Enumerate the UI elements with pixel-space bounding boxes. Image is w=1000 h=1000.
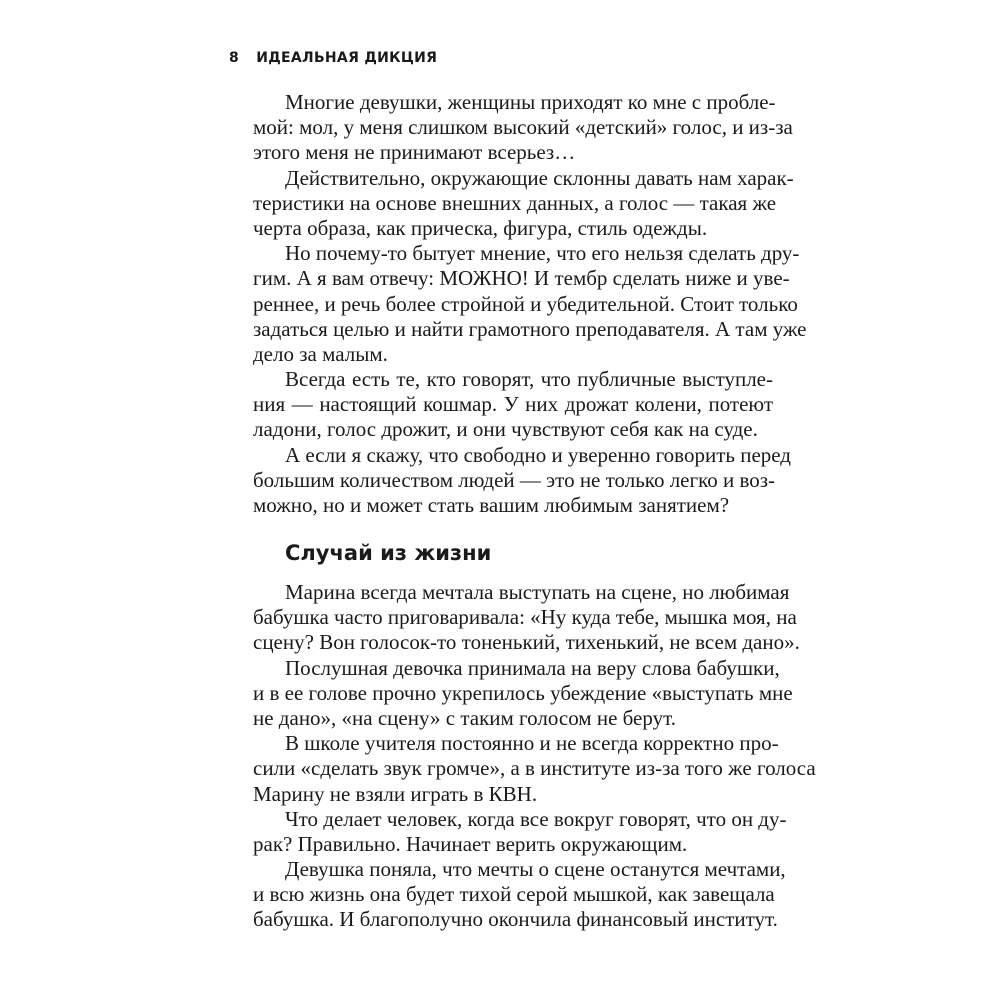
text-line: Но почему-то бытует мнение, что его нельзя сделать дру- [285,241,800,266]
text-line: сили «сделать звук громче», а в институте из-за того же голоса [253,756,816,781]
text-line: мой: мол, у меня слишком высокий «детский» голос, и из-за [253,115,793,140]
text-line: А если я скажу, что свободно и уверенно говорить перед [285,442,791,467]
page-number: 8 [229,50,240,66]
text-line: большим количеством людей — это не только легко и воз- [253,467,776,492]
text-line: задаться целью и найти грамотного преподавателя. А там уже [253,316,807,341]
text-line: ладони, голос дрожит, и они чувствуют себя как на суде. [253,417,758,442]
text-line: гим. А я вам отвечу: МОЖНО! И тембр сделать ниже и уве- [253,266,790,291]
section-heading: Случай из жизни [285,541,492,565]
text-line: сцену? Вон голосок-то тоненький, тихенький, не всем дано». [253,630,800,655]
text-line: бабушка часто приговаривала: «Ну куда тебе, мышка моя, на [253,605,797,630]
running-head [229,50,437,66]
text-line: реннее, и речь более стройной и убедительной. Стоит только [253,291,798,316]
text-line: можно, но и может стать вашим любимым занятием? [253,493,730,517]
text-line: черта образа, как прическа, фигура, стиль одежды. [253,215,708,240]
text-line: В школе учителя постоянно и не всегда корректно про- [285,731,779,756]
text-line: бабушка. И благополучно окончила финансовый институт. [253,907,778,932]
text-line: Действительно, окружающие склонны давать нам харак- [285,165,794,190]
text-line: Марина всегда мечтала выступать на сцене, но любимая [285,580,790,604]
text-line: ния — настоящий кошмар. У них дрожат колени, потеют [253,392,773,417]
text-line: Девушка поняла, что мечты о сцене останутся мечтами, [285,857,786,882]
text-line: Что делает человек, когда все вокруг говорят, что он ду- [285,806,787,831]
text-line: и в ее голове прочно укрепилось убеждение «выступать мне [253,680,793,705]
text-line: и всю жизнь она будет тихой серой мышкой, как завещала [253,882,775,907]
text-line: рак? Правильно. Начинает верить окружающим. [253,831,688,856]
intro-text [253,90,807,518]
text-line: этого меня не принимают всерьез… [253,140,576,165]
text-line: Всегда есть те, кто говорят, что публичные выступле- [285,367,773,392]
text-line: дело за малым. [253,341,388,366]
text-line: Послушная девочка принимала на веру слова бабушки, [285,655,780,680]
text-line: не дано», «на сцену» с таким голосом не берут. [253,705,676,730]
running-title: ИДЕАЛЬНАЯ ДИКЦИЯ [256,50,438,66]
story-text [253,580,816,933]
text-line: теристики на основе внешних данных, а голос — такая же [253,190,777,215]
text-line: Марину не взяли играть в КВН. [253,781,538,806]
text-line: Многие девушки, женщины приходят ко мне с пробле- [285,90,776,114]
